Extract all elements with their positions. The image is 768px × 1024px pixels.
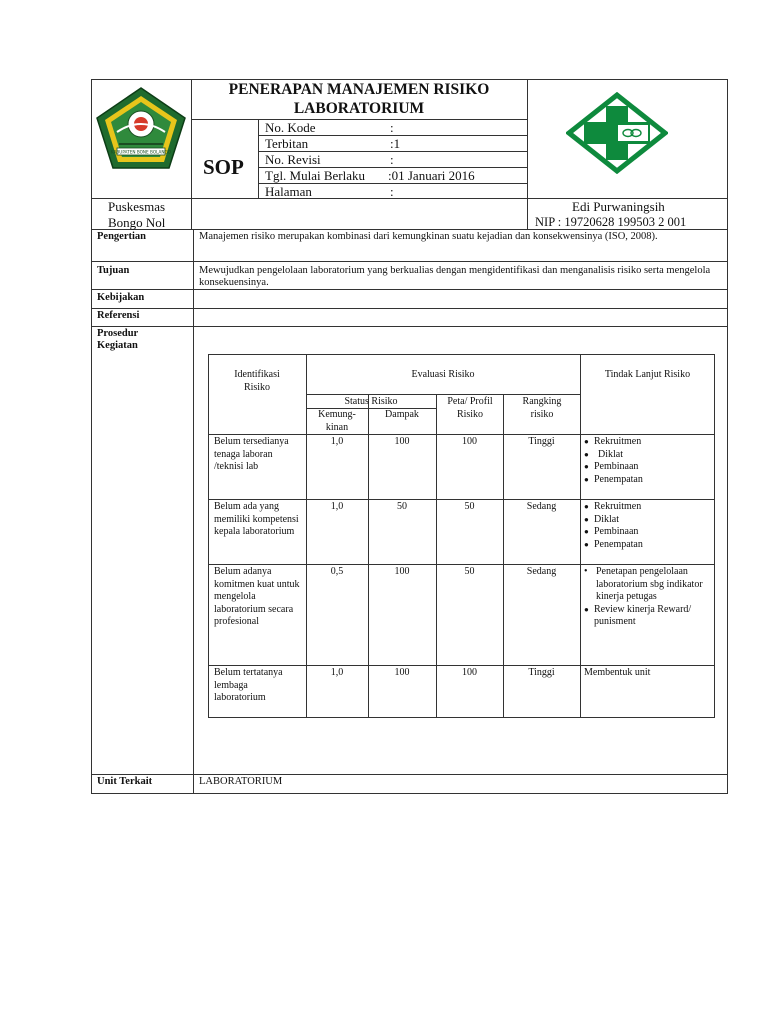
signer-name: Edi Purwaningsih — [572, 199, 665, 214]
list-item: ● Penempatan — [584, 539, 712, 552]
table-cell-rangking: Sedang — [526, 501, 557, 512]
meta-value-terbitan: :1 — [390, 136, 401, 151]
list-item: ● Review kinerja Reward/ punisment — [584, 604, 712, 629]
table-cell-tindak-list — [584, 436, 712, 486]
meta-label-tgl-berlaku: Tgl. Mulai Berlaku — [265, 168, 366, 183]
table-cell-kemungkinan: 1,0 — [330, 501, 344, 512]
label-tujuan: Tujuan — [97, 265, 130, 276]
th-identifikasi: Identifikasi Risiko — [234, 369, 280, 393]
list-item: ● Diklat — [584, 514, 712, 527]
table-cell-dampak: 50 — [397, 501, 407, 512]
meta-value-no-revisi: : — [390, 152, 394, 167]
table-cell-peta: 50 — [464, 501, 475, 512]
meta-label-terbitan: Terbitan — [265, 136, 309, 151]
table-cell-peta: 100 — [462, 436, 477, 447]
table-cell-dampak: 100 — [394, 436, 410, 447]
table-cell-rangking: Tinggi — [528, 667, 555, 678]
value-unit-terkait: LABORATORIUM — [199, 776, 283, 787]
table-cell-rangking: Tinggi — [528, 436, 555, 447]
th-peta-profil: Peta/ Profil Risiko — [447, 396, 493, 420]
table-row-identifikasi: Belum tersedianya tenaga laboran /teknisi lab — [214, 436, 289, 472]
list-item: • Penetapan pengelolaan laboratorium sbg indikator kinerja petugas — [584, 566, 712, 604]
list-item: ● Pembinaan — [584, 526, 712, 539]
table-cell-tindak-list — [584, 501, 712, 551]
th-evaluasi: Evaluasi Risiko — [411, 369, 475, 380]
th-rangking: Rangking risiko — [522, 396, 562, 420]
meta-label-no-kode: No. Kode — [265, 120, 316, 135]
label-referensi: Referensi — [97, 310, 140, 321]
list-item: ● Penempatan — [584, 474, 712, 487]
meta-label-no-revisi: No. Revisi — [265, 152, 321, 167]
document-title: PENERAPAN MANAJEMEN RISIKO LABORATORIUM — [228, 81, 490, 117]
table-cell-peta: 50 — [464, 566, 475, 577]
svg-text:KABUPATEN BONE BOLANGO: KABUPATEN BONE BOLANGO — [110, 149, 172, 155]
list-item: ● Pembinaan — [584, 461, 712, 474]
meta-value-tgl-berlaku: :01 Januari 2016 — [388, 168, 475, 183]
list-item: ● Rekruitmen — [584, 501, 712, 514]
table-cell-dampak: 100 — [394, 566, 410, 577]
list-item: ● Diklat — [584, 449, 712, 462]
meta-label-halaman: Halaman — [265, 184, 312, 199]
meta-value-halaman: : — [390, 184, 394, 199]
text-tujuan: Mewujudkan pengelolaan laboratorium yang berkualias dengan mengidentifikasi dan menganalisis risiko serta mengelola konsekuensinya. — [199, 265, 711, 288]
label-kebijakan: Kebijakan — [97, 292, 145, 303]
signer-nip: NIP : 19720628 199503 2 001 — [535, 215, 687, 229]
th-tindak-lanjut: Tindak Lanjut Risiko — [604, 369, 691, 380]
th-kemungkinan: Kemung-kinan — [318, 409, 356, 433]
label-pengertian: Pengertian — [97, 231, 146, 242]
table-cell-kemungkinan: 0,5 — [330, 566, 344, 577]
table-cell-rangking: Sedang — [526, 566, 557, 577]
th-status-risiko: Status Risiko — [344, 396, 398, 407]
sop-label: SOP — [203, 155, 244, 179]
table-cell-dampak: 100 — [394, 667, 410, 678]
th-dampak: Dampak — [385, 409, 419, 420]
table-row-identifikasi: Belum tertatanya lembaga laboratorium — [214, 667, 283, 703]
list-item: ● Rekruitmen — [584, 436, 712, 449]
kabupaten-emblem-logo — [93, 86, 189, 172]
org-name: Puskesmas Bongo Nol — [108, 199, 166, 230]
table-row-identifikasi: Belum adanya komitmen kuat untuk mengelola laboratorium secara profesional — [214, 566, 300, 627]
table-cell-peta: 100 — [462, 667, 477, 678]
table-cell-kemungkinan: 1,0 — [330, 436, 344, 447]
meta-value-no-kode: : — [390, 120, 394, 135]
label-unit-terkait: Unit Terkait — [97, 776, 153, 787]
label-prosedur-kegiatan: Prosedur Kegiatan — [97, 328, 139, 351]
text-pengertian: Manajemen risiko merupakan kombinasi dari kemungkinan suatu kejadian dan konsekwensinya (ISO, 2008). — [199, 231, 658, 242]
table-row-identifikasi: Belum ada yang memiliki kompetensi kepala laboratorium — [214, 501, 299, 537]
health-cross-logo — [566, 92, 668, 174]
table-cell-tindak-list — [584, 566, 712, 629]
table-cell-tindak: Membentuk unit — [584, 667, 651, 678]
table-cell-kemungkinan: 1,0 — [330, 667, 344, 678]
